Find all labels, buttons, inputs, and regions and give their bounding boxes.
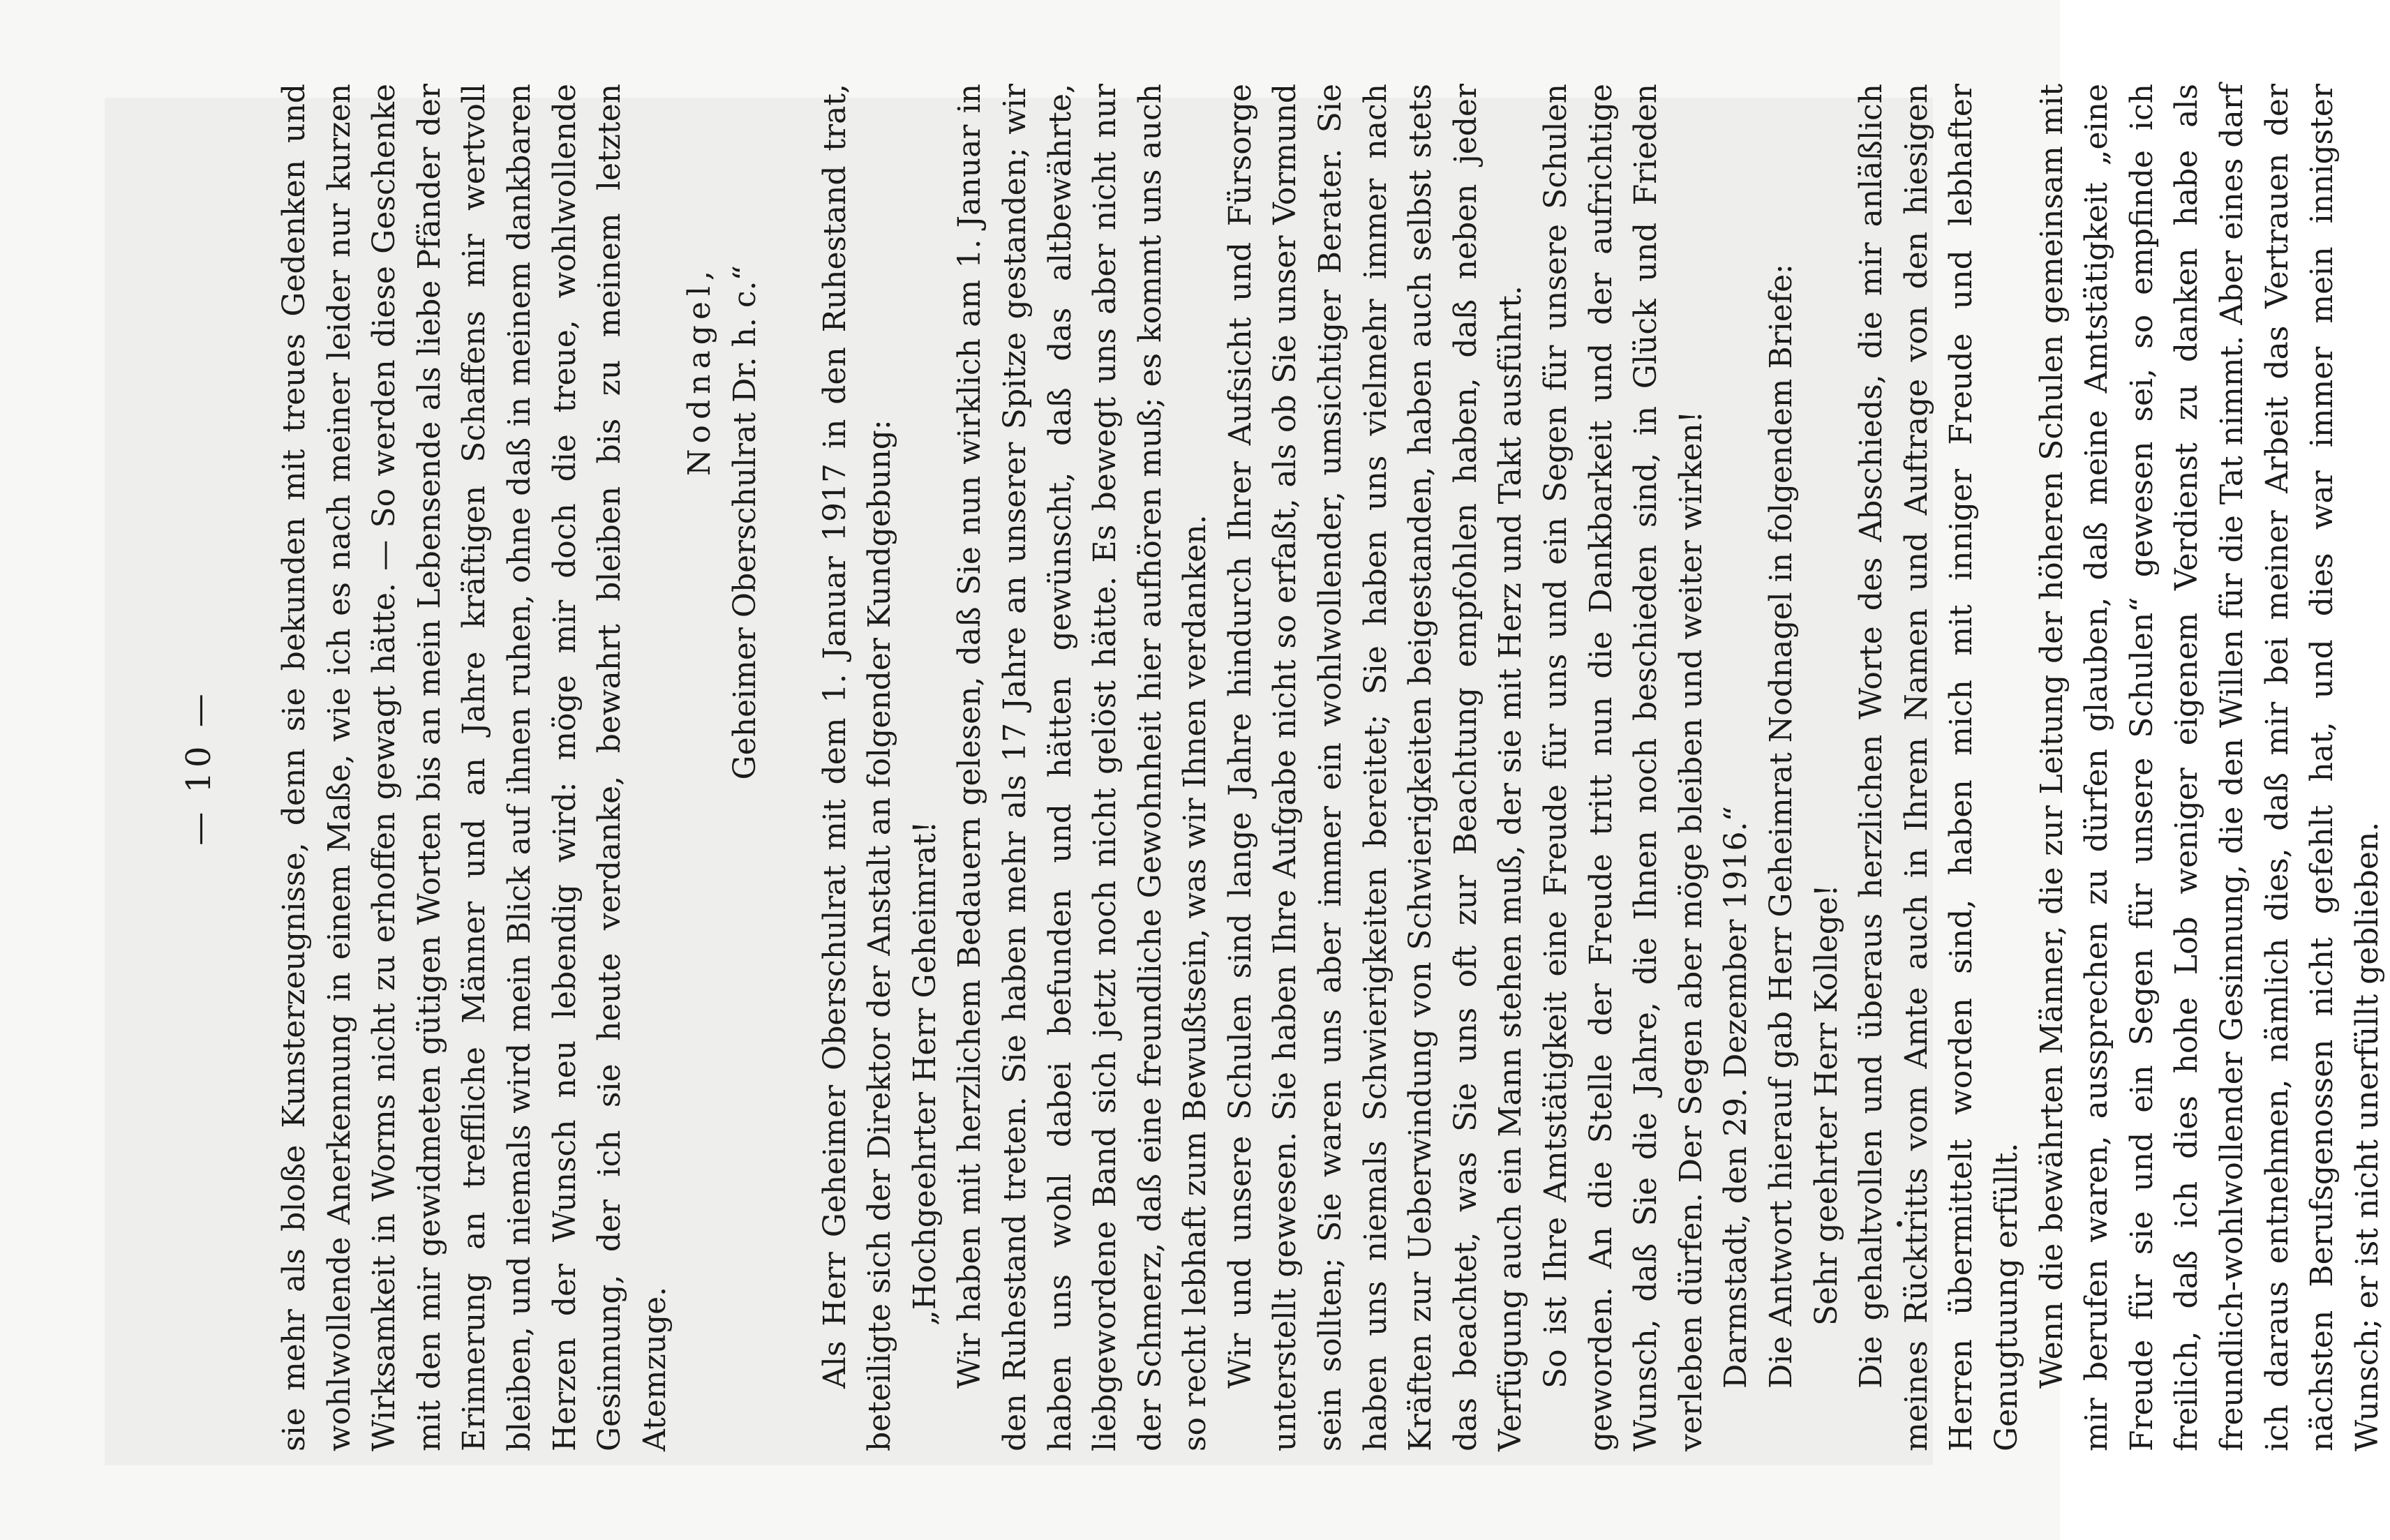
paragraph-gap <box>768 84 813 1451</box>
paragraph-answer-intro: Die Antwort hierauf gab Herr Geheimrat Nodnagel in folgendem Briefe: <box>1763 264 1799 1389</box>
page-number: — 10 — <box>179 689 218 846</box>
paragraph-letter-2b: Wenn die bewährten Männer, die zur Leitung der höheren Schulen gemeinsam mit mir berufen waren, aussprechen zu dürfen glauben, daß meine Amtstätigkeit „eine Freude für sie und ein Segen für unsere Schulen“ gewesen sei, so empfinde ich freilich, daß ich dies hohe Lob weniger eigenem Verdienst zu danken habe als freundlich-wohlwollender Gesinnung, die den Willen für die Tat nimmt. Aber eines darf ich daraus entnehmen, nämlich dies, daß mir bei meiner Arbeit das Vertrauen der nächsten Berufsgenossen nicht gefehlt hat, und dies war immer mein innigster Wunsch; er ist nicht unerfüllt geblieben. <box>2033 84 2385 1451</box>
salutation-letter-1: „Hochgeehrter Herr Geheimrat! <box>906 821 943 1326</box>
dateline: Darmstadt, den 29. Dezember 1916.“ <box>1718 805 1754 1389</box>
paragraph-letter-1a: Wir haben mit herzlichem Bedauern gelesen, daß Sie nun wirklich am 1. Januar in den Ruhestand treten. Sie haben mehr als 17 Jahre an unserer Spitze gestanden; wir haben uns wohl dabei befunden und hätten gewünscht, daß das altbewährte, liebgewordene Band sich jetzt noch nicht gelöst hätte. Es bewegt uns aber nicht nur der Schmerz, daß eine freundliche Gewohnheit hier aufhören muß; es kommt uns auch so recht lebhaft zum Bewußtsein, was wir Ihnen verdanken. <box>952 84 1213 1451</box>
paragraph-continuation: sie mehr als bloße Kunsterzeugnisse, denn sie bekunden mit treues Gedenken und wohlwollende Anerkennung in einem Maße, wie ich es nach meiner leider nur kurzen Wirksamkeit in Worms nicht zu erhoffen gewagt hätte. — So werden diese Geschenke mit den mir gewidmeten gütigen Worten bis an mein Lebensende als liebe Pfänder der Erinnerung an treffliche Männer und an Jahre kräftigen Schaffens mir wertvoll bleiben, und niemals wird mein Blick auf ihnen ruhen, ohne daß in meinem dankbaren Herzen der Wunsch neu lebendig wird: möge mir doch die treue, wohlwollende Gesinnung, der ich sie heute verdanke, bewahrt bleiben bis zu meinem letzten Atemzuge. <box>276 84 673 1451</box>
signature-name: Nodnagel, <box>682 265 718 476</box>
paragraph-letter-1c: So ist Ihre Amtstätigkeit eine Freude für uns und ein Segen für unsere Schulen geworden. An die Stelle der Freude tritt nun die Dankbarkeit und der aufrichtige Wunsch, daß Sie die Jahre, die Ihnen noch beschieden sind, in Glück und Frieden verleben dürfen. Der Segen aber möge bleiben und weiter wirken! <box>1538 84 1709 1451</box>
paragraph-letter-1b: Wir und unsere Schulen sind lange Jahre hindurch Ihrer Aufsicht und Fürsorge unterstellt gewesen. Sie haben Ihre Aufgabe nicht so erfaßt, als ob Sie unser Vormund sein sollten; Sie waren uns aber immer ein wohlwollender, umsichtiger Berater. Sie haben uns niemals Schwierigkeiten bereitet; Sie haben uns vielmehr immer nach Kräften zur Ueberwindung von Schwierigkeiten beigestanden, haben auch selbst stets das beachtet, was Sie uns oft zur Beachtung empfohlen haben, daß neben jeder Verfügung auch ein Mann stehen muß, der sie mit Herz und Takt ausführt. <box>1222 84 1529 1451</box>
paragraph-letter-2a: Die gehaltvollen und überaus herzlichen Worte des Abschieds, die mir anläßlich meines Rücktritts vom Amte auch in Ihrem Namen und Auftrage von den hiesigen Herren übermittelt worden sind, haben mich mit inniger Freude und lebhafter Genugtuung erfüllt. <box>1853 84 2024 1451</box>
rotated-text-block <box>174 84 2385 1451</box>
salutation-letter-2: Sehr geehrter Herr Kollege! <box>1808 884 1844 1326</box>
signature-title: Geheimer Oberschulrat Dr. h. c.“ <box>726 265 763 780</box>
paragraph-retirement: Als Herr Geheimer Oberschulrat mit dem 1. Januar 1917 in den Ruhestand trat, beteiligte sich der Direktor der Anstalt an folgender Kundgebung: <box>816 84 898 1451</box>
